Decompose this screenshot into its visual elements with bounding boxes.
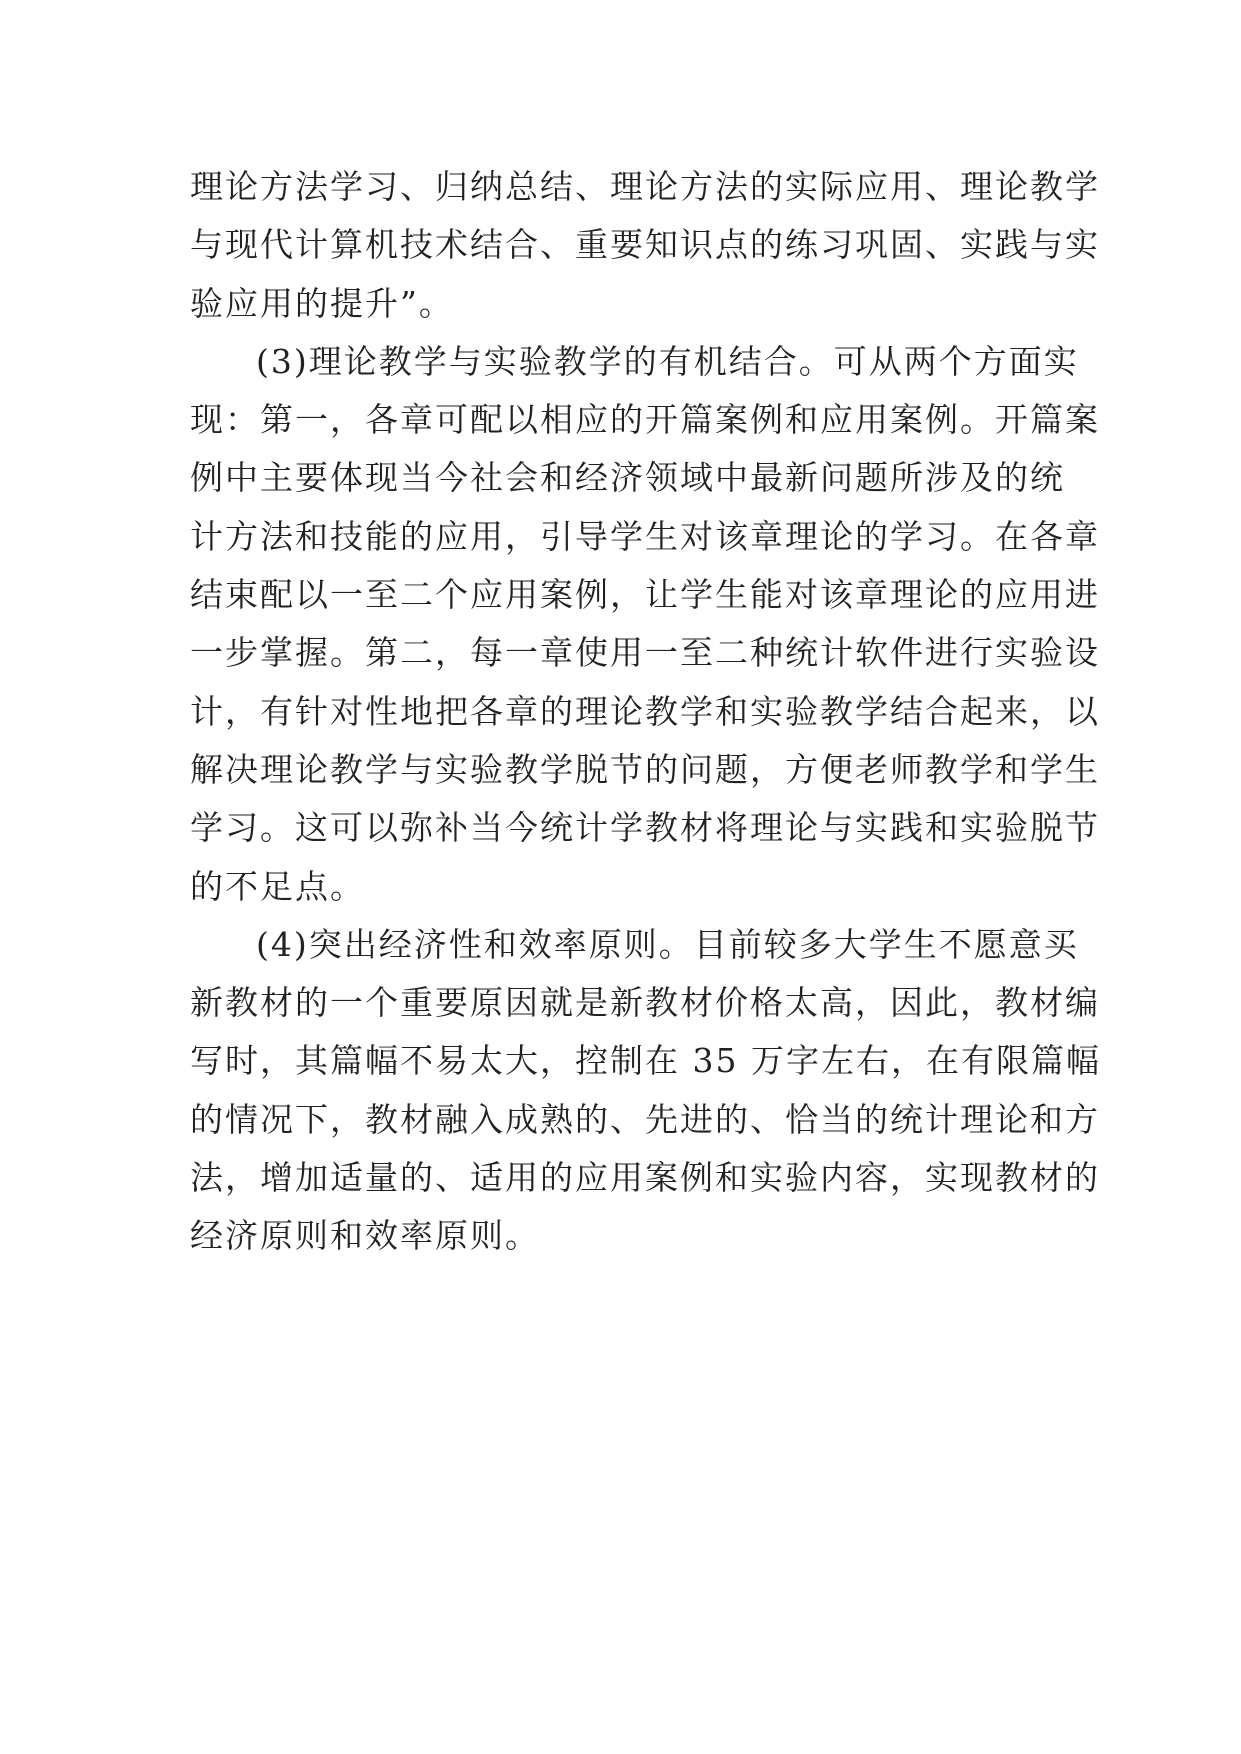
text-line: 法，增加适量的、适用的应用案例和实验内容，实现教材的 bbox=[190, 1158, 1100, 1198]
text-line: (3)理论教学与实验教学的有机结合。可从两个方面实 bbox=[256, 341, 1079, 381]
text-line: 解决理论教学与实验教学脱节的问题，方便老师教学和学生 bbox=[190, 749, 1100, 789]
paragraph-4 bbox=[190, 916, 1101, 1266]
text-line: 写时，其篇幅不易太大，控制在 35 万字左右，在有限篇幅 bbox=[190, 1041, 1101, 1081]
text-line: 的不足点。 bbox=[190, 866, 365, 906]
text-line: 现：第一，各章可配以相应的开篇案例和应用案例。开篇案 bbox=[190, 400, 1100, 440]
text-line: 一步掌握。第二，每一章使用一至二种统计软件进行实验设 bbox=[190, 633, 1100, 673]
text-line: 学习。这可以弥补当今统计学教材将理论与实践和实验脱节 bbox=[190, 808, 1100, 848]
text-line: 新教材的一个重要原因就是新教材价格太高，因此，教材编 bbox=[190, 983, 1100, 1023]
text-line: 结束配以一至二个应用案例，让学生能对该章理论的应用进 bbox=[190, 575, 1100, 615]
text-line: 与现代计算机技术结合、重要知识点的练习巩固、实践与实 bbox=[190, 225, 1100, 265]
body-text bbox=[190, 158, 1101, 1266]
text-line: 理论方法学习、归纳总结、理论方法的实际应用、理论教学 bbox=[190, 167, 1100, 206]
paragraph-continued bbox=[190, 158, 1100, 333]
text-line: 例中主要体现当今社会和经济领域中最新问题所涉及的统 bbox=[190, 458, 1065, 498]
text-line: 经济原则和效率原则。 bbox=[190, 1216, 540, 1256]
text-line: (4)突出经济性和效率原则。目前较多大学生不愿意买 bbox=[256, 924, 1079, 964]
text-line: 计，有针对性地把各章的理论教学和实验教学结合起来，以 bbox=[190, 691, 1100, 731]
text-line: 验应用的提升”。 bbox=[190, 283, 454, 323]
paragraph-3 bbox=[190, 333, 1100, 916]
text-line: 的情况下，教材融入成熟的、先进的、恰当的统计理论和方 bbox=[190, 1099, 1100, 1139]
text-line: 计方法和技能的应用，引导学生对该章理论的学习。在各章 bbox=[190, 516, 1100, 556]
